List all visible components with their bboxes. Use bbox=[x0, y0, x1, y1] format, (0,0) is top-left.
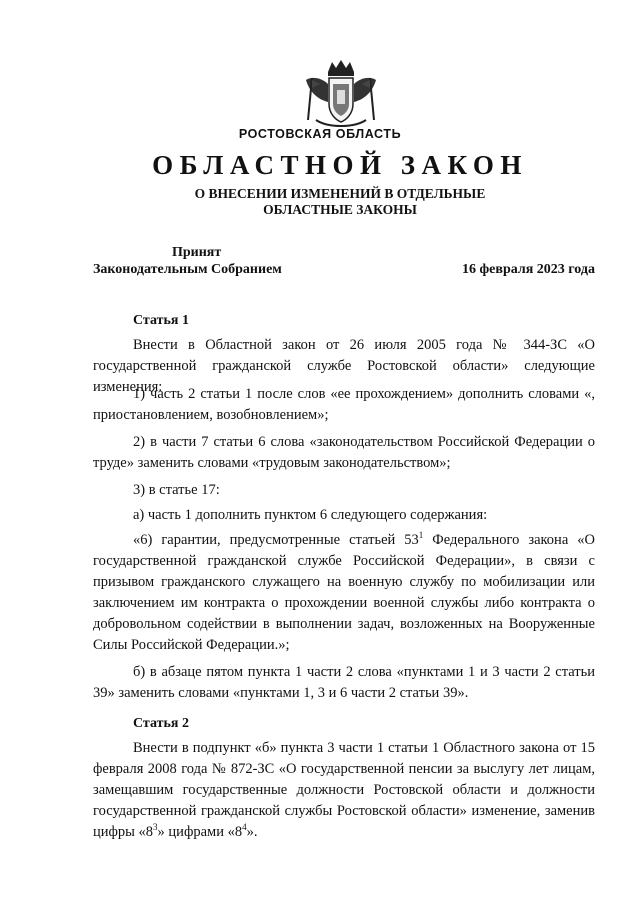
item-3a-text-start: «6) гарантии, предусмотренные статьей 53 bbox=[133, 532, 419, 548]
law-type-title: ОБЛАСТНОЙ ЗАКОН bbox=[152, 150, 528, 180]
law-title bbox=[0, 186, 640, 218]
article-2-text-middle: » цифрами «8 bbox=[157, 824, 243, 840]
article-2-text-start: Внести в подпункт «б» пункта 3 части 1 статьи 1 Областного закона от 15 февраля 2008 года № 872-ЗС «О государственной пенсии за выслугу лет лицам, замещавшим государственные должности Ростовской области и должности государственной гражданской службы Ростовской области» изменение, заменив цифры «8 bbox=[93, 740, 595, 840]
article-1-item-1: 1) часть 2 статьи 1 после слов «ее прохождением» дополнить словами «, приостановлением, возобновлением»; bbox=[93, 386, 595, 423]
coat-of-arms-icon bbox=[298, 58, 384, 130]
article-1-heading: Статья 1 bbox=[133, 313, 189, 328]
article-2-text-end: ». bbox=[246, 824, 258, 840]
adopted-label: Принят bbox=[172, 245, 222, 260]
adopted-by: Законодательным Собранием bbox=[93, 262, 282, 277]
article-2-superscript-1: 3 bbox=[153, 822, 158, 833]
item-3a-text-end: Федерального закона «О государственной гражданской службе Российской Федерации», в связи с призывом гражданского служащего на военную службу по мобилизации или заключением им контракта о прохождении военной службы либо контракта о добровольном содействии в выполнении задач, возложенных на Вооруженные Силы Российской Федерации.»; bbox=[93, 532, 595, 653]
article-1-item-3: 3) в статье 17: bbox=[133, 482, 220, 498]
article-1-item-3a-text bbox=[93, 530, 595, 656]
law-title-line2: ОБЛАСТНЫЕ ЗАКОНЫ bbox=[263, 202, 417, 217]
article-1-item-3b: б) в абзаце пятом пункта 1 части 2 слова «пунктами 1 и 3 части 2 статьи 39» заменить словами «пунктами 1, 3 и 6 части 2 статьи 39». bbox=[93, 664, 595, 701]
article-2-heading: Статья 2 bbox=[133, 716, 189, 731]
region-name: РОСТОВСКАЯ ОБЛАСТЬ bbox=[238, 127, 402, 141]
article-1-item-3a: а) часть 1 дополнить пунктом 6 следующего содержания: bbox=[133, 507, 488, 523]
law-title-line1: О ВНЕСЕНИИ ИЗМЕНЕНИЙ В ОТДЕЛЬНЫЕ bbox=[194, 186, 486, 201]
article-1-item-2: 2) в части 7 статьи 6 слова «законодательством Российской Федерации о труде» заменить словами «трудовым законодательством»; bbox=[93, 434, 595, 471]
article-2-text bbox=[93, 738, 595, 843]
article-2-superscript-2: 4 bbox=[242, 822, 247, 833]
adoption-date: 16 февраля 2023 года bbox=[462, 262, 595, 277]
article-1-intro: Внести в Областной закон от 26 июля 2005 года № 344-ЗС «О государственной гражданской службе Ростовской области» следующие изменения: bbox=[93, 337, 595, 395]
item-3a-superscript: 1 bbox=[418, 530, 424, 541]
